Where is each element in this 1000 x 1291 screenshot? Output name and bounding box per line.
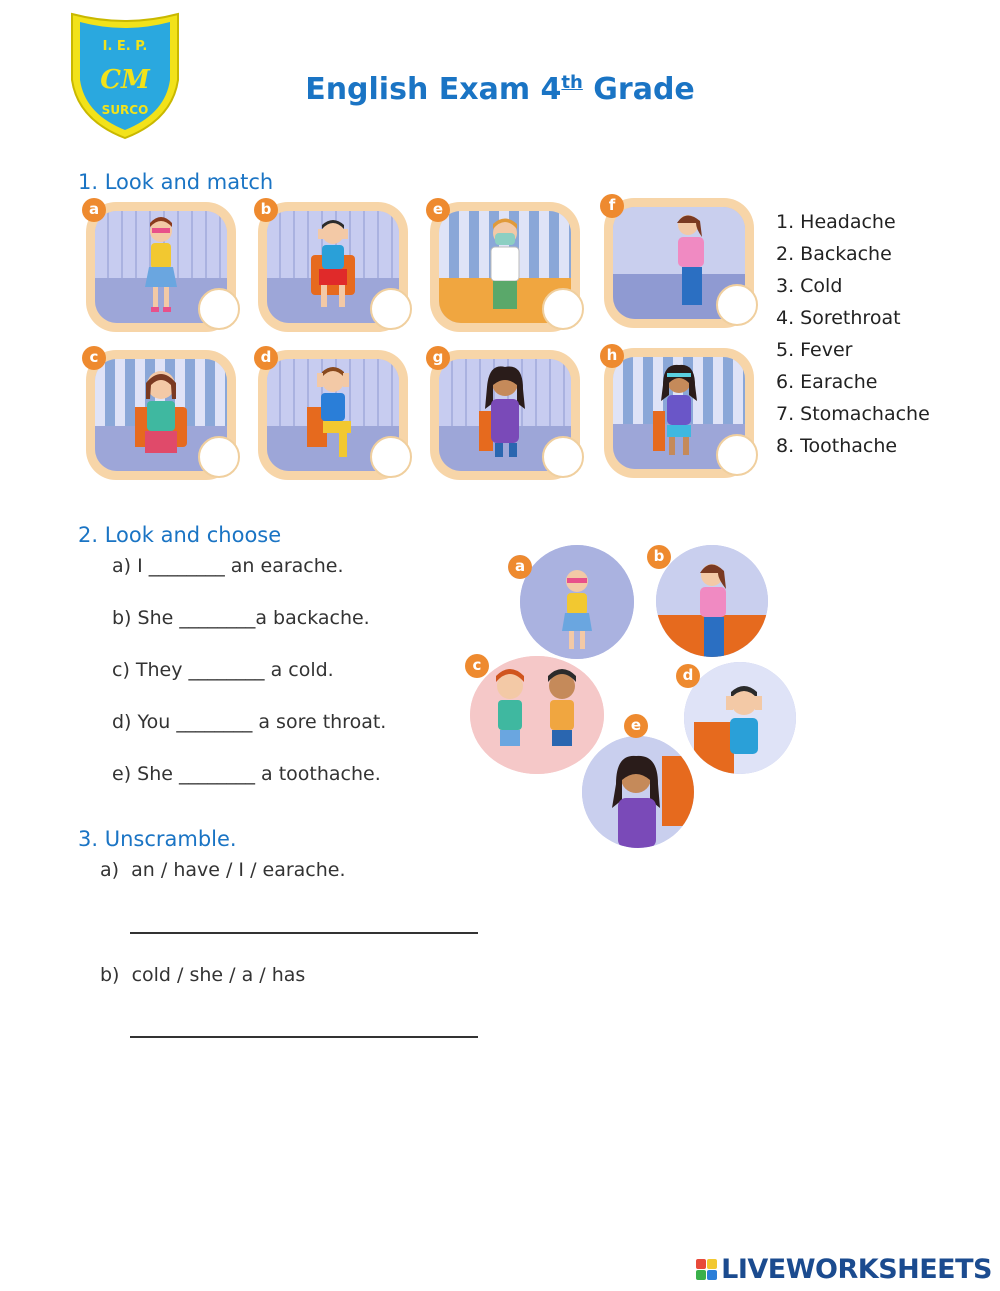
- word-item: 6. Earache: [776, 371, 878, 393]
- title-sup: th: [561, 72, 583, 93]
- card-letter-badge: a: [82, 198, 106, 222]
- ailment-word-list: [776, 206, 930, 462]
- item-label: a): [100, 859, 120, 881]
- girl-toothache-illustration: [135, 363, 187, 463]
- sentence-text: She ________ a toothache.: [137, 763, 381, 785]
- sentence-text: They ________ a cold.: [135, 659, 334, 681]
- answer-input-d[interactable]: [370, 436, 412, 478]
- picture-card-h: [604, 348, 754, 478]
- crest-text-2: CM: [100, 65, 150, 95]
- section1-title: 1. Look and match: [78, 170, 274, 194]
- answer-input-c[interactable]: [198, 436, 240, 478]
- sentence-label: b): [112, 607, 132, 629]
- circle-letter-badge: a: [508, 555, 532, 579]
- card-letter-badge: d: [254, 346, 278, 370]
- card-letter-badge: h: [600, 344, 624, 368]
- answer-input-b[interactable]: [370, 288, 412, 330]
- girl-sorethroat-illustration: [653, 361, 705, 461]
- sentence-text: She ________a backache.: [137, 607, 370, 629]
- answer-input-e[interactable]: [542, 288, 584, 330]
- word-item: 1. Headache: [776, 211, 896, 233]
- answer-line-a[interactable]: [130, 932, 478, 934]
- sentence-d[interactable]: [112, 711, 386, 733]
- page-title: [0, 72, 1000, 107]
- word-item: 5. Fever: [776, 339, 853, 361]
- circle-letter-badge: c: [465, 654, 489, 678]
- answer-input-a[interactable]: [198, 288, 240, 330]
- unscramble-b: [100, 964, 305, 986]
- boy-earache-illustration: [307, 215, 359, 315]
- picture-card-f: [604, 198, 754, 328]
- picture-card-b: [258, 202, 408, 332]
- girl-fever-illustration: [479, 363, 531, 463]
- sentence-e[interactable]: [112, 763, 381, 785]
- word-item: 8. Toothache: [776, 435, 898, 457]
- picture-card-e: [430, 202, 580, 332]
- woman-backache-illustration: [666, 211, 718, 311]
- sentence-text: I ________ an earache.: [137, 555, 344, 577]
- card-letter-badge: g: [426, 346, 450, 370]
- picture-card-g: [430, 350, 580, 480]
- card-letter-badge: f: [600, 194, 624, 218]
- picture-card-a: [86, 202, 236, 332]
- item-text: an / have / I / earache.: [131, 859, 346, 881]
- answer-input-f[interactable]: [716, 284, 758, 326]
- sentence-b[interactable]: [112, 607, 370, 629]
- circle-letter-badge: d: [676, 664, 700, 688]
- card-letter-badge: b: [254, 198, 278, 222]
- sentence-label: d): [112, 711, 132, 733]
- picture-card-d: [258, 350, 408, 480]
- answer-line-b[interactable]: [130, 1036, 478, 1038]
- brand-text: LIVEWORKSHEETS: [721, 1254, 992, 1285]
- picture-card-c: [86, 350, 236, 480]
- word-item: 2. Backache: [776, 243, 892, 265]
- sentence-text: You ________ a sore throat.: [137, 711, 387, 733]
- item-text: cold / she / a / has: [131, 964, 306, 986]
- word-item: 4. Sorethroat: [776, 307, 901, 329]
- circle-letter-badge: e: [624, 714, 648, 738]
- sentence-label: a): [112, 555, 132, 577]
- boy-headache-illustration: [307, 363, 359, 463]
- sentence-label: c): [112, 659, 130, 681]
- card-letter-badge: e: [426, 198, 450, 222]
- circle-picture-d: [684, 662, 796, 774]
- word-item: 3. Cold: [776, 275, 843, 297]
- liveworksheets-logo-icon: [696, 1259, 717, 1280]
- section2-title: 2. Look and choose: [78, 523, 282, 547]
- item-label: b): [100, 964, 120, 986]
- title-end: Grade: [582, 72, 695, 107]
- sentence-label: e): [112, 763, 132, 785]
- crest-text-1: I. E. P.: [102, 39, 148, 54]
- section3-title: 3. Unscramble.: [78, 827, 237, 851]
- title-text: English Exam 4: [305, 72, 562, 107]
- circle-picture-e: [582, 736, 694, 848]
- word-item: 7. Stomachache: [776, 403, 930, 425]
- boy-cold-illustration: [479, 215, 531, 315]
- circle-letter-badge: b: [647, 545, 671, 569]
- liveworksheets-footer[interactable]: [696, 1254, 992, 1285]
- unscramble-a: [100, 859, 346, 881]
- sentence-a[interactable]: [112, 555, 344, 577]
- circle-picture-c: [470, 656, 604, 774]
- answer-input-g[interactable]: [542, 436, 584, 478]
- answer-input-h[interactable]: [716, 434, 758, 476]
- sentence-c[interactable]: [112, 659, 334, 681]
- circle-picture-a: [520, 545, 634, 659]
- crest-text-3: SURCO: [101, 103, 149, 117]
- girl-stomachache-illustration: [135, 215, 187, 315]
- card-letter-badge: c: [82, 346, 106, 370]
- circle-picture-b: [656, 545, 768, 657]
